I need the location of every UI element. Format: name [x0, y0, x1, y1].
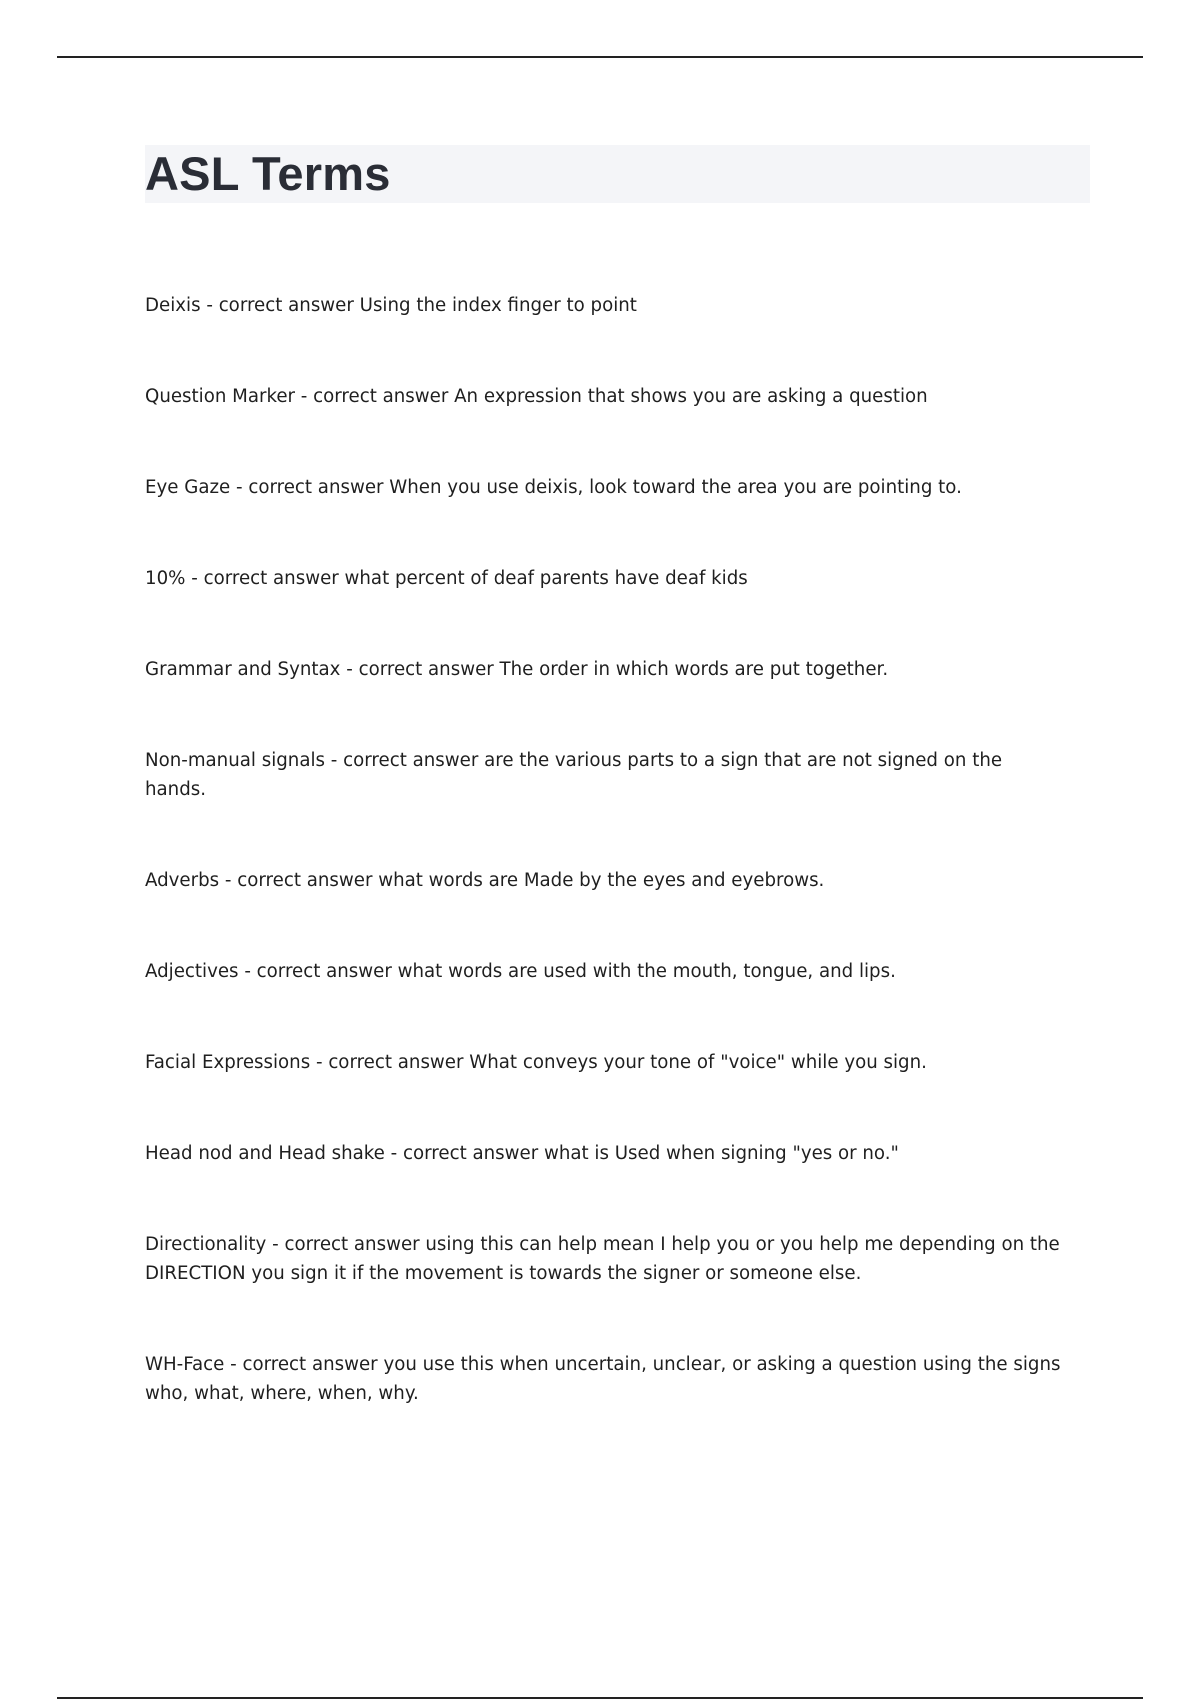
term-label: Non-manual signals: [145, 750, 325, 771]
term-label: Question Marker: [145, 386, 295, 407]
answer-marker: correct answer: [358, 659, 494, 680]
term-answer: Using the index finger to point: [359, 295, 637, 316]
term-entry: [145, 564, 1065, 593]
term-label: Directionality: [145, 1234, 267, 1255]
term-separator: -: [224, 1354, 243, 1375]
term-separator: -: [238, 961, 257, 982]
answer-marker: correct answer: [203, 568, 339, 589]
page-title: ASL Terms: [145, 147, 391, 200]
term-separator: -: [295, 386, 314, 407]
answer-marker: correct answer: [242, 1354, 378, 1375]
bottom-rule: [57, 1697, 1143, 1699]
term-answer: you use this when uncertain, unclear, or asking a question using the signs who, what, where, when, why.: [145, 1354, 1061, 1404]
term-label: Grammar and Syntax: [145, 659, 341, 680]
term-entry: [145, 957, 1065, 986]
term-entry: [145, 382, 1065, 411]
term-answer: An expression that shows you are asking a question: [454, 386, 928, 407]
answer-marker: correct answer: [256, 961, 392, 982]
term-label: Adjectives: [145, 961, 239, 982]
term-answer: What conveys your tone of "voice" while you sign.: [469, 1052, 927, 1073]
answer-marker: correct answer: [313, 386, 449, 407]
term-entry: [145, 291, 1065, 320]
answer-marker: correct answer: [343, 750, 479, 771]
term-entry: [145, 1048, 1065, 1077]
term-separator: -: [266, 1234, 285, 1255]
answer-marker: correct answer: [248, 477, 384, 498]
term-separator: -: [200, 295, 219, 316]
answer-marker: correct answer: [403, 1143, 539, 1164]
term-label: Facial Expressions: [145, 1052, 311, 1073]
term-entry: [145, 473, 1065, 502]
term-label: Deixis: [145, 295, 201, 316]
answer-marker: correct answer: [328, 1052, 464, 1073]
term-answer: The order in which words are put together.: [499, 659, 889, 680]
term-label: 10%: [145, 568, 186, 589]
term-entry: [145, 1139, 1065, 1168]
term-separator: -: [219, 870, 238, 891]
answer-marker: correct answer: [284, 1234, 420, 1255]
term-label: Eye Gaze: [145, 477, 231, 498]
term-list: [145, 291, 1065, 1408]
term-label: Head nod and Head shake: [145, 1143, 385, 1164]
term-answer: what is Used when signing "yes or no.": [543, 1143, 899, 1164]
term-answer: are the various parts to a sign that are not signed on the hands.: [145, 750, 1003, 800]
top-rule: [57, 56, 1143, 58]
term-separator: -: [384, 1143, 404, 1164]
term-separator: -: [310, 1052, 329, 1073]
answer-marker: correct answer: [218, 295, 354, 316]
term-separator: -: [230, 477, 249, 498]
term-separator: -: [185, 568, 204, 589]
term-answer: using this can help mean I help you or you help me depending on the DIRECTION you sign it if the movement is towards the signer or someone else.: [145, 1234, 1060, 1284]
term-label: WH-Face: [145, 1354, 225, 1375]
term-answer: what words are used with the mouth, tongue, and lips.: [397, 961, 896, 982]
term-answer: what percent of deaf parents have deaf kids: [344, 568, 748, 589]
term-label: Adverbs: [145, 870, 220, 891]
answer-marker: correct answer: [237, 870, 373, 891]
term-entry: [145, 1230, 1065, 1288]
term-answer: When you use deixis, look toward the area you are pointing to.: [389, 477, 962, 498]
term-separator: -: [325, 750, 344, 771]
term-answer: what words are Made by the eyes and eyebrows.: [378, 870, 825, 891]
term-entry: [145, 746, 1065, 804]
term-entry: [145, 866, 1065, 895]
term-entry: [145, 655, 1065, 684]
term-separator: -: [340, 659, 359, 680]
term-entry: [145, 1350, 1065, 1408]
